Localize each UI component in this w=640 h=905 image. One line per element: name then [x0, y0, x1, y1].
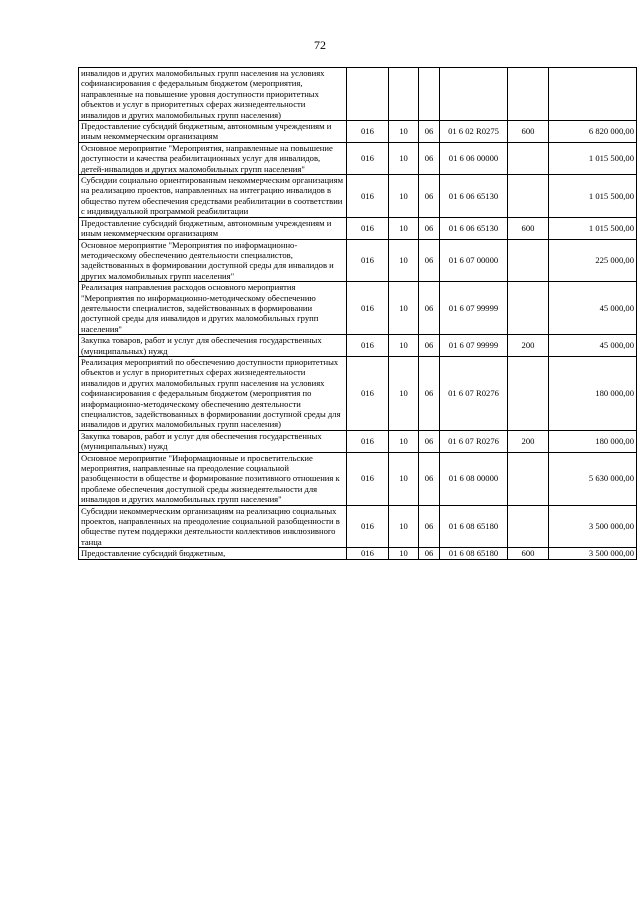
table-row — [79, 335, 637, 357]
row-amount-cell: 1 015 500,00 — [549, 217, 637, 239]
row-subsection-cell — [419, 68, 440, 121]
row-expense-type-cell — [508, 239, 549, 282]
table-row — [79, 356, 637, 430]
row-subsection-cell: 06 — [419, 452, 440, 505]
row-section-cell: 10 — [389, 282, 419, 335]
row-name-cell: Основное мероприятие "Мероприятия, направленные на повышение доступности и качества реабилитационных услуг для инвалидов, детей-инвалидов и других маломобильных групп населения" — [79, 142, 347, 174]
row-target-article-cell: 01 6 07 99999 — [440, 335, 508, 357]
row-name-cell: Закупка товаров, работ и услуг для обеспечения государственных (муниципальных) нужд — [79, 430, 347, 452]
row-name-cell: Субсидии социально ориентированным некоммерческим организациям на реализацию проектов, направленных на интеграцию инвалидов в общество путем обеспечения средствами реабилитации в соответствии с индивидуальной программой реабилитации — [79, 175, 347, 218]
table-row — [79, 548, 637, 559]
row-ministry-code-cell: 016 — [347, 239, 389, 282]
row-expense-type-cell: 600 — [508, 548, 549, 559]
row-ministry-code-cell: 016 — [347, 217, 389, 239]
row-ministry-code-cell: 016 — [347, 452, 389, 505]
row-subsection-cell: 06 — [419, 282, 440, 335]
row-amount-cell: 1 015 500,00 — [549, 142, 637, 174]
row-target-article-cell: 01 6 06 65130 — [440, 217, 508, 239]
row-amount-cell: 180 000,00 — [549, 356, 637, 430]
row-amount-cell: 180 000,00 — [549, 430, 637, 452]
row-amount-cell: 3 500 000,00 — [549, 548, 637, 559]
row-expense-type-cell: 200 — [508, 335, 549, 357]
row-section-cell: 10 — [389, 335, 419, 357]
row-expense-type-cell — [508, 282, 549, 335]
row-subsection-cell: 06 — [419, 121, 440, 143]
row-name-cell: инвалидов и других маломобильных групп населения на условиях софинансирования с федеральным бюджетом (мероприятия, направленные на повышение уровня доступности приоритетных объектов и услуг в приоритетных сферах жизнедеятельности инвалидов и других маломобильных групп населения) — [79, 68, 347, 121]
row-target-article-cell: 01 6 08 00000 — [440, 452, 508, 505]
table-row — [79, 239, 637, 282]
table-row — [79, 121, 637, 143]
row-target-article-cell: 01 6 08 65180 — [440, 505, 508, 548]
row-target-article-cell: 01 6 07 00000 — [440, 239, 508, 282]
row-ministry-code-cell: 016 — [347, 282, 389, 335]
table-row — [79, 142, 637, 174]
row-section-cell: 10 — [389, 142, 419, 174]
row-subsection-cell: 06 — [419, 142, 440, 174]
row-subsection-cell: 06 — [419, 335, 440, 357]
row-subsection-cell: 06 — [419, 239, 440, 282]
row-ministry-code-cell: 016 — [347, 335, 389, 357]
row-target-article-cell: 01 6 06 00000 — [440, 142, 508, 174]
row-name-cell: Предоставление субсидий бюджетным, — [79, 548, 347, 559]
row-target-article-cell: 01 6 06 65130 — [440, 175, 508, 218]
row-ministry-code-cell: 016 — [347, 430, 389, 452]
budget-table-body — [79, 68, 637, 560]
row-amount-cell: 45 000,00 — [549, 282, 637, 335]
row-amount-cell — [549, 68, 637, 121]
row-target-article-cell: 01 6 07 R0276 — [440, 430, 508, 452]
table-row — [79, 452, 637, 505]
row-ministry-code-cell: 016 — [347, 356, 389, 430]
table-row — [79, 505, 637, 548]
row-amount-cell: 1 015 500,00 — [549, 175, 637, 218]
table-row — [79, 175, 637, 218]
row-section-cell: 10 — [389, 239, 419, 282]
row-subsection-cell: 06 — [419, 217, 440, 239]
row-target-article-cell: 01 6 07 R0276 — [440, 356, 508, 430]
row-subsection-cell: 06 — [419, 430, 440, 452]
row-amount-cell: 45 000,00 — [549, 335, 637, 357]
row-name-cell: Основное мероприятие "Информационные и просветительские мероприятия, направленные на преодоление социальной разобщенности в обществе и формирование позитивного отношения к проблеме обеспечения доступной среды жизнедеятельности для инвалидов и других маломобильных групп населения" — [79, 452, 347, 505]
row-subsection-cell: 06 — [419, 505, 440, 548]
row-ministry-code-cell: 016 — [347, 142, 389, 174]
row-amount-cell: 6 820 000,00 — [549, 121, 637, 143]
row-target-article-cell: 01 6 08 65180 — [440, 548, 508, 559]
row-name-cell: Предоставление субсидий бюджетным, автономным учреждениям и иным некоммерческим организациям — [79, 121, 347, 143]
row-section-cell: 10 — [389, 452, 419, 505]
row-subsection-cell: 06 — [419, 548, 440, 559]
row-ministry-code-cell: 016 — [347, 505, 389, 548]
row-ministry-code-cell: 016 — [347, 548, 389, 559]
row-ministry-code-cell: 016 — [347, 121, 389, 143]
row-name-cell: Реализация мероприятий по обеспечению доступности приоритетных объектов и услуг в приоритетных сферах жизнедеятельности инвалидов и других маломобильных групп населения на условиях софинансирования с федеральным бюджетом (мероприятия по информационно-методическому обеспечению деятельности специалистов, задействованных в формировании доступной среды для инвалидов и других маломобильных групп населения) — [79, 356, 347, 430]
row-section-cell: 10 — [389, 121, 419, 143]
row-target-article-cell: 01 6 07 99999 — [440, 282, 508, 335]
page-number: 72 — [314, 38, 326, 52]
row-section-cell: 10 — [389, 175, 419, 218]
row-ministry-code-cell: 016 — [347, 175, 389, 218]
row-expense-type-cell — [508, 142, 549, 174]
row-ministry-code-cell — [347, 68, 389, 121]
row-expense-type-cell: 200 — [508, 430, 549, 452]
row-name-cell: Закупка товаров, работ и услуг для обеспечения государственных (муниципальных) нужд — [79, 335, 347, 357]
row-section-cell: 10 — [389, 217, 419, 239]
table-row — [79, 282, 637, 335]
row-expense-type-cell — [508, 505, 549, 548]
row-name-cell: Субсидии некоммерческим организациям на реализацию социальных проектов, направленных на преодоление социальной разобщенности в обществе путем поддержки деятельности коллективов инклюзивного танца — [79, 505, 347, 548]
row-expense-type-cell — [508, 452, 549, 505]
row-target-article-cell — [440, 68, 508, 121]
row-expense-type-cell — [508, 356, 549, 430]
row-section-cell: 10 — [389, 356, 419, 430]
row-section-cell: 10 — [389, 430, 419, 452]
row-expense-type-cell — [508, 68, 549, 121]
row-expense-type-cell: 600 — [508, 121, 549, 143]
row-name-cell: Предоставление субсидий бюджетным, автономным учреждениям и иным некоммерческим организациям — [79, 217, 347, 239]
row-subsection-cell: 06 — [419, 356, 440, 430]
budget-table — [78, 67, 637, 560]
table-row — [79, 217, 637, 239]
row-section-cell — [389, 68, 419, 121]
row-amount-cell: 225 000,00 — [549, 239, 637, 282]
row-expense-type-cell: 600 — [508, 217, 549, 239]
table-row — [79, 68, 637, 121]
row-subsection-cell: 06 — [419, 175, 440, 218]
row-name-cell: Реализация направления расходов основного мероприятия "Мероприятия по информационно-методическому обеспечению деятельности специалистов, задействованных в формировании доступной среды для инвалидов и других маломобильных групп населения" — [79, 282, 347, 335]
row-amount-cell: 5 630 000,00 — [549, 452, 637, 505]
table-row — [79, 430, 637, 452]
row-expense-type-cell — [508, 175, 549, 218]
row-section-cell: 10 — [389, 505, 419, 548]
row-name-cell: Основное мероприятие "Мероприятия по информационно-методическому обеспечению деятельности специалистов, задействованных в формировании доступной среды для инвалидов и других маломобильных групп населения" — [79, 239, 347, 282]
row-target-article-cell: 01 6 02 R0275 — [440, 121, 508, 143]
row-amount-cell: 3 500 000,00 — [549, 505, 637, 548]
row-section-cell: 10 — [389, 548, 419, 559]
